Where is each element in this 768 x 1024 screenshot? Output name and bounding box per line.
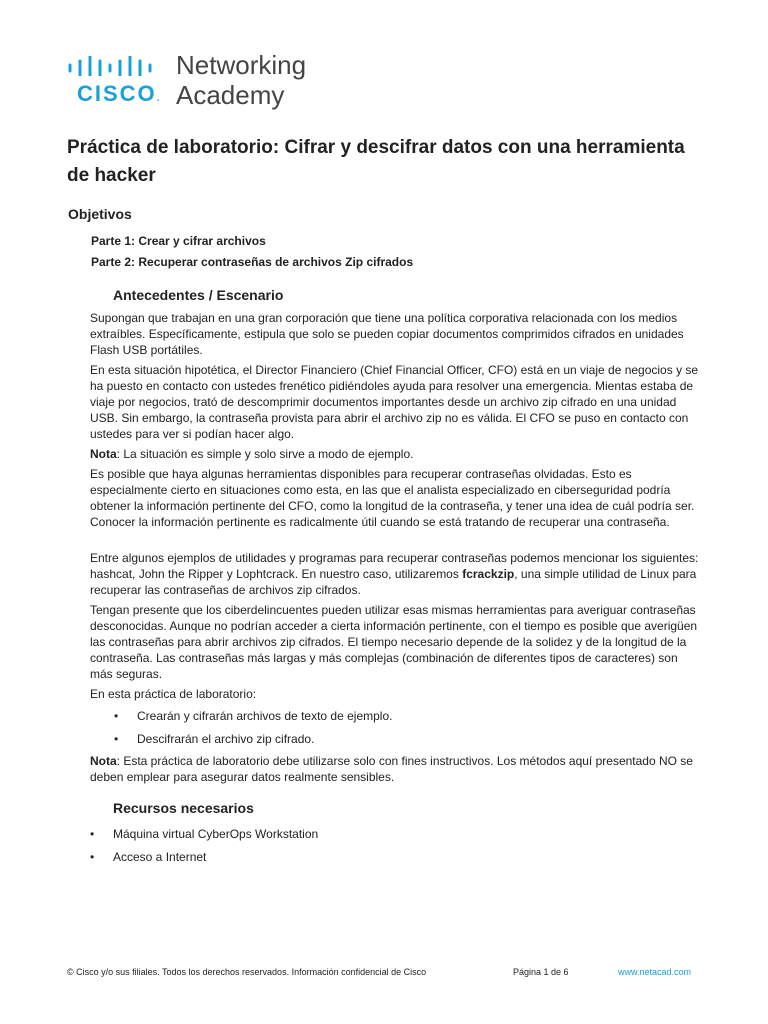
note-1-text: : La situación es simple y solo sirve a modo de ejemplo. bbox=[116, 447, 414, 461]
note-1-label: Nota bbox=[90, 447, 117, 461]
note-1 bbox=[90, 446, 700, 462]
footer-website-link[interactable]: www.netacad.com bbox=[618, 967, 692, 977]
fcrackzip-term: fcrackzip bbox=[462, 567, 515, 581]
note-2-text: : Esta práctica de laboratorio debe utilizarse solo con fines instructivos. Los métodos aquí presentado NO se deben emplear para asegurar datos realmente sensibles. bbox=[90, 754, 693, 784]
background-paragraph-3: Es posible que haya algunas herramientas disponibles para recuperar contraseñas olvidadas. Esto es especialmente cierto en situaciones como esta, en las que el analista especializado en ciberseguridad podría obtener la información pertinente del CFO, como la longitud de la contraseña, y tener una idea de cuál podría ser. Conocer la información pertinente es radicalmente útil cuando se está tratando de recuperar una contraseña. bbox=[90, 467, 695, 529]
resources-heading: Recursos necesarios bbox=[113, 800, 254, 816]
cisco-bars-icon bbox=[68, 56, 164, 76]
objectives-heading: Objetivos bbox=[68, 206, 132, 222]
bullet-icon: • bbox=[90, 850, 95, 864]
background-paragraph-2: En esta situación hipotética, el Director Financiero (Chief Financial Officer, CFO) está en un viaje de negocios y se ha puesto en contacto con ustedes frenético pidiéndoles ayuda para resolver una emergencia. Mientas estaba de viaje por negocios, trató de descomprimir documentos importantes desde un archivo zip cifrado en una unidad USB. Sin embargo, la contraseña provista para abrir el archivo zip no es válida. El CFO se puso en contacto con ustedes para ver si podían hacer algo. bbox=[90, 363, 699, 441]
background-paragraph-4 bbox=[90, 550, 700, 598]
logo-line-1: Networking bbox=[176, 50, 307, 80]
footer-copyright: © Cisco y/o sus filiales. Todos los derechos reservados. Información confidencial de Cisco bbox=[67, 967, 427, 977]
objective-part-2: Parte 2: Recuperar contraseñas de archivos Zip cifrados bbox=[91, 255, 414, 269]
page-title: Práctica de laboratorio: Cifrar y descifrar datos con una herramienta de hacker bbox=[67, 137, 685, 186]
background-paragraph-6: En esta práctica de laboratorio: bbox=[90, 687, 257, 701]
logo-line-2: Academy bbox=[176, 80, 285, 110]
footer-page-number: Página 1 de 6 bbox=[513, 967, 569, 977]
p4-text-after: , una simple utilidad de Linux para recuperar las contraseñas de archivos zip cifrados. bbox=[90, 567, 697, 597]
bullet-icon: • bbox=[90, 827, 95, 841]
background-paragraph-1: Supongan que trabajan en una gran corporación que tiene una política corporativa relacionada con los medios extraíbles. Específicamente, estipula que solo se pueden copiar documentos comprimidos cifrados en unidades Flash USB portátiles. bbox=[90, 311, 684, 357]
note-2-label: Nota bbox=[90, 754, 117, 768]
note-2 bbox=[90, 753, 700, 785]
background-paragraph-5: Tengan presente que los ciberdelincuentes pueden utilizar esas mismas herramientas para averiguar contraseñas desconocidas. Aunque no podrían acceder a cierta información pertinente, con el tiempo es posible que averigüen las contraseñas para abrir archivos zip cifrados. El tiempo necesario depende de la solidez y de la longitud de la contraseña. Las contraseñas más largas y más complejas (combinación de diferentes tipos de caracteres) son más seguras. bbox=[90, 603, 698, 681]
cisco-wordmark: CISCO. bbox=[77, 81, 160, 106]
background-heading: Antecedentes / Escenario bbox=[113, 287, 284, 303]
bullet-icon: • bbox=[114, 709, 119, 723]
networking-academy-label bbox=[176, 50, 306, 110]
cisco-networking-academy-logo bbox=[68, 50, 328, 112]
objective-part-1: Parte 1: Crear y cifrar archivos bbox=[91, 234, 266, 248]
bullet-icon: • bbox=[114, 732, 119, 746]
p4-text-before: Entre algunos ejemplos de utilidades y programas para recuperar contraseñas podemos mencionar los siguientes: hashcat, John the Ripper y Lophtcrack. En nuestro caso, utilizaremos bbox=[90, 551, 699, 581]
